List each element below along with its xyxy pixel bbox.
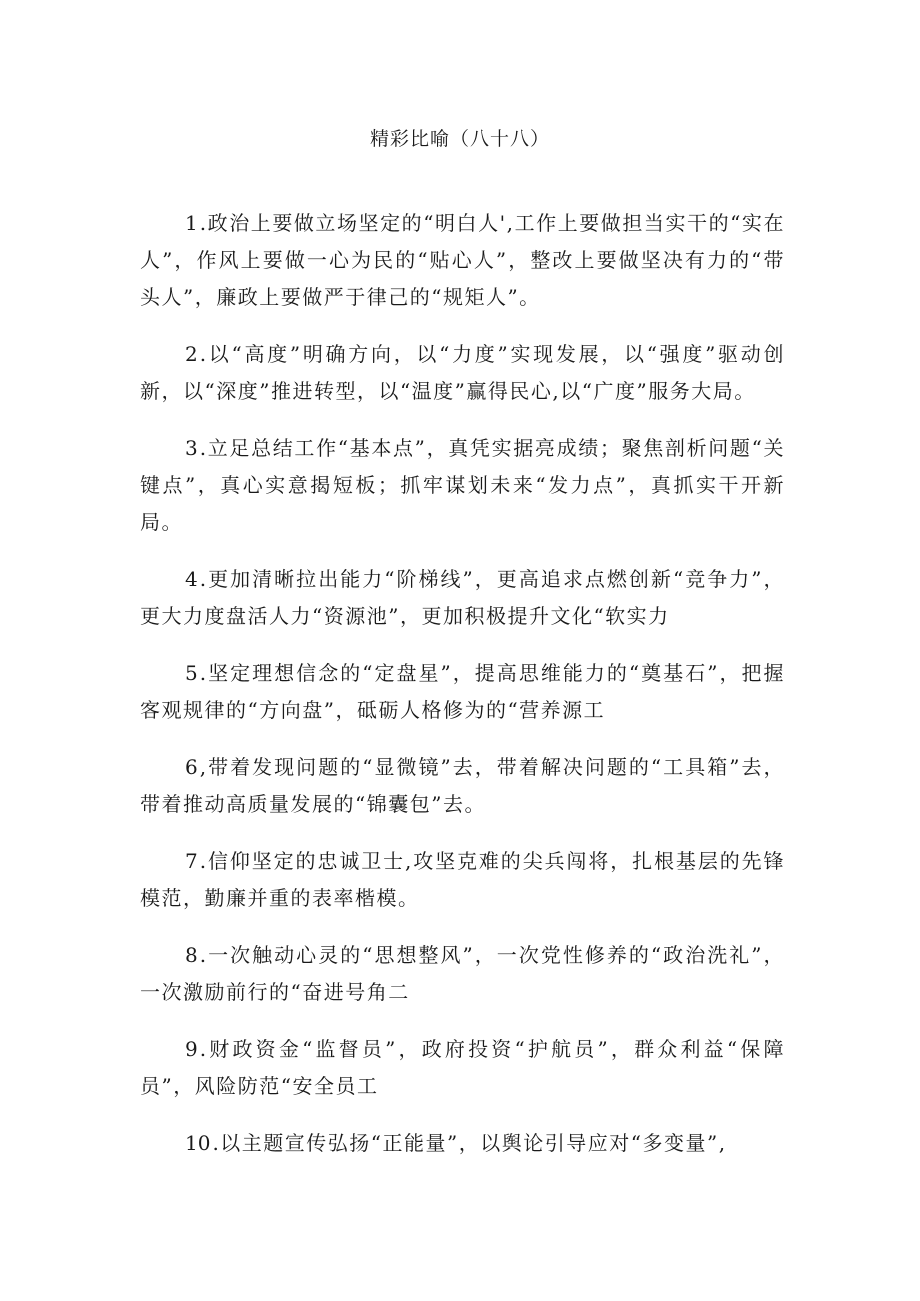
paragraph-number: 5 [185,661,198,685]
paragraph-9 [140,1031,785,1105]
paragraph-text: .财政资金“监督员”，政府投资“护航员”，群众利益“保障员”，风险防范“安全员工 [140,1037,785,1098]
paragraph-number: 2 [185,342,198,366]
document-title: 精彩比喻（八十八） [369,128,550,150]
paragraph-text: .更加清晰拉出能力“阶梯线”，更高追求点燃创新“竞争力”，更大力度盘活人力“资源池”，更加积极提升文化“软实力 [140,567,785,628]
paragraph-text: .以“高度”明确方向，以“力度”实现发展，以“强度”驱动创新，以“深度”推进转型，以“温度”赢得民心,以“广度”服务大局。 [140,342,785,403]
paragraph-6 [140,749,785,823]
paragraph-number: 6 [185,755,198,779]
paragraph-7 [140,843,785,917]
paragraph-number: 1 [185,211,198,235]
paragraph-3 [140,430,785,541]
document-body [140,205,785,1182]
paragraph-text: .政治上要做立场坚定的“明白人',工作上要做担当实干的“实在人”，作风上要做一心为民的“贴心人”，整改上要做坚决有力的“带头人”，廉政上要做严于律己的“规矩人”。 [140,211,785,309]
paragraph-5 [140,655,785,729]
paragraph-4 [140,561,785,635]
paragraph-8 [140,937,785,1011]
paragraph-10 [140,1125,785,1162]
paragraph-1 [140,205,785,316]
paragraph-text: .一次触动心灵的“思想整风”，一次党性修养的“政治洗礼”，一次激励前行的“奋进号角二 [140,943,785,1004]
paragraph-2 [140,336,785,410]
paragraph-text: .信仰坚定的忠诚卫士,攻坚克难的尖兵闯将，扎根基层的先锋模范，勤廉并重的表率楷模。 [140,849,785,910]
paragraph-text: .立足总结工作“基本点”，真凭实据亮成绩；聚焦剖析问题“关键点”，真心实意揭短板；抓牢谋划未来“发力点”，真抓实干开新局。 [140,436,785,534]
paragraph-number: 10 [185,1131,211,1155]
paragraph-number: 3 [185,436,198,460]
paragraph-text: ,带着发现问题的“显微镜”去，带着解决问题的“工具箱”去，带着推动高质量发展的“锦囊包”去。 [140,755,785,816]
paragraph-number: 7 [185,849,198,873]
paragraph-number: 8 [185,943,198,967]
paragraph-text: .坚定理想信念的“定盘星”，提高思维能力的“奠基石”，把握客观规律的“方向盘”，砥砺人格修为的“营养源工 [140,661,785,722]
paragraph-number: 4 [185,567,198,591]
paragraph-number: 9 [185,1037,198,1061]
paragraph-text: .以主题宣传弘扬“正能量”，以舆论引导应对“多变量”, [212,1131,727,1155]
